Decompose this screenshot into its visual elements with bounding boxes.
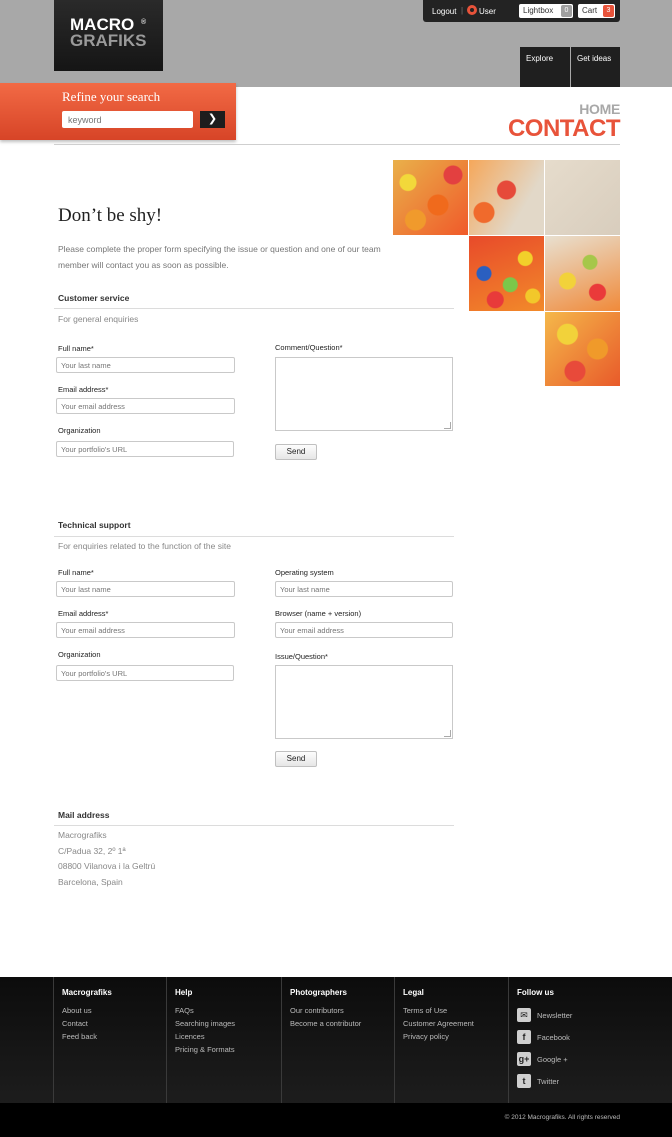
email-input[interactable] [56,398,235,414]
divider: | [461,6,464,15]
site-logo[interactable] [54,0,163,71]
footer-column-title: Legal [403,988,424,997]
email-input[interactable] [56,622,235,638]
envelope-icon: ✉ [517,1008,531,1022]
technical-support-subtitle: For enquiries related to the function of the site [58,541,231,551]
page-title: CONTACT [507,115,620,142]
footer-link-licences[interactable]: Licences [175,1032,205,1041]
send-button[interactable]: Send [275,444,317,460]
nav-get-ideas[interactable]: Get ideas [571,47,620,87]
gear-icon[interactable] [467,5,477,15]
logout-link[interactable]: Logout [432,7,457,16]
keyword-input[interactable] [62,111,193,128]
contact-heading: Don’t be shy! [58,205,163,226]
facebook-icon: f [517,1030,531,1044]
address-line: 08800 Vilanova i la Geltrú [58,861,156,871]
breadcrumb-home[interactable]: HOME [579,101,620,117]
copyright-bar [0,1103,672,1137]
comment-label: Comment/Question* [275,343,343,352]
operating-system-label: Operating system [275,568,334,577]
footer-link-customer-agreement[interactable]: Customer Agreement [403,1019,474,1028]
address-line: C/Padua 32, 2º 1ª [58,845,126,856]
cart-button[interactable] [578,4,615,18]
full-name-label: Full name* [58,568,94,577]
footer-column-macrografiks [53,977,166,1103]
footer-column-title: Macrografiks [62,988,112,997]
copyright-text: © 2012 Macrografiks. All rights reserved [504,1114,620,1121]
search-submit-button[interactable] [200,111,225,128]
issue-label: Issue/Question* [275,652,328,661]
footer-link-feedback[interactable]: Feed back [62,1032,98,1041]
footer-column-title: Follow us [517,988,554,997]
footer-column-legal [394,977,507,1103]
cart-count-badge: 3 [603,5,614,17]
organization-input[interactable] [56,441,234,457]
site-header [0,0,672,87]
footer-link-contact[interactable]: Contact [62,1019,88,1028]
candy-image-tile [469,160,544,235]
contact-intro-text: Please complete the proper form specifying the issue or question and one of our team member will contact you as soon as possible. [58,244,381,270]
footer-link-privacy[interactable]: Privacy policy [403,1032,449,1041]
chevron-right-icon: ❯ [207,113,218,125]
issue-textarea[interactable] [275,665,453,739]
footer-column-title: Photographers [290,988,347,997]
social-label: Google + [537,1054,568,1064]
address-line: Macrografiks [58,830,107,840]
candy-image-tile [545,160,620,235]
site-footer [0,977,672,1103]
divider [54,308,454,309]
send-button[interactable]: Send [275,751,317,767]
footer-link-pricing[interactable]: Pricing & Formats [175,1045,235,1054]
user-link[interactable]: User [479,7,496,16]
social-label: Newsletter [537,1010,573,1020]
organization-input[interactable] [56,665,234,681]
footer-link-become-contributor[interactable]: Become a contributor [290,1019,362,1028]
footer-column-title: Help [175,988,193,997]
divider [54,536,454,537]
mail-address-title: Mail address [58,810,110,820]
address-line: Barcelona, Spain [58,876,123,887]
full-name-label: Full name* [58,344,94,353]
social-label: Twitter [537,1076,560,1086]
logo-text-top: MACRO [70,15,135,34]
operating-system-input[interactable] [275,581,453,597]
footer-link-faqs[interactable]: FAQs [175,1006,194,1015]
footer-link-contributors[interactable]: Our contributors [290,1006,344,1015]
candy-image-tile [545,312,620,386]
email-label: Email address* [58,385,109,394]
refine-search-title: Refine your search [62,89,161,104]
mail-address-block [58,828,155,890]
footer-column-help [166,977,280,1103]
organization-label: Organization [58,650,101,659]
social-google-plus[interactable] [517,1048,620,1070]
divider [54,825,454,826]
technical-support-title: Technical support [58,520,131,530]
customer-service-title: Customer service [58,293,130,303]
customer-service-subtitle: For general enquiries [58,314,139,324]
full-name-input[interactable] [56,581,235,597]
cart-label: Cart [582,6,598,15]
organization-label: Organization [58,426,101,435]
email-label: Email address* [58,609,109,618]
google-plus-icon: g+ [518,1054,530,1064]
refine-search-panel [0,83,236,140]
logo-text-bottom: GRAFIKS [70,31,147,50]
lightbox-count-badge: 0 [561,5,572,17]
lightbox-button[interactable] [519,4,573,18]
candy-image-tile [545,236,620,311]
twitter-icon: t [517,1074,531,1088]
social-facebook[interactable] [517,1026,620,1048]
comment-textarea[interactable] [275,357,453,431]
lightbox-label: Lightbox [523,6,554,15]
footer-column-photographers [281,977,393,1103]
browser-label: Browser (name + version) [275,609,362,618]
social-newsletter[interactable] [517,1004,620,1026]
full-name-input[interactable] [56,357,235,373]
nav-explore[interactable]: Explore [520,47,570,87]
user-bar [423,0,620,22]
social-twitter[interactable] [517,1070,620,1092]
footer-column-follow [508,977,620,1103]
candy-image-tile [469,236,544,311]
footer-link-about[interactable]: About us [62,1006,92,1015]
footer-link-terms[interactable]: Terms of Use [403,1006,448,1015]
social-label: Facebook [537,1032,570,1042]
registered-mark: ® [141,19,147,26]
browser-input[interactable] [275,622,453,638]
footer-link-searching-images[interactable]: Searching images [175,1019,236,1028]
divider [54,144,620,145]
candy-image-tile [393,160,468,235]
